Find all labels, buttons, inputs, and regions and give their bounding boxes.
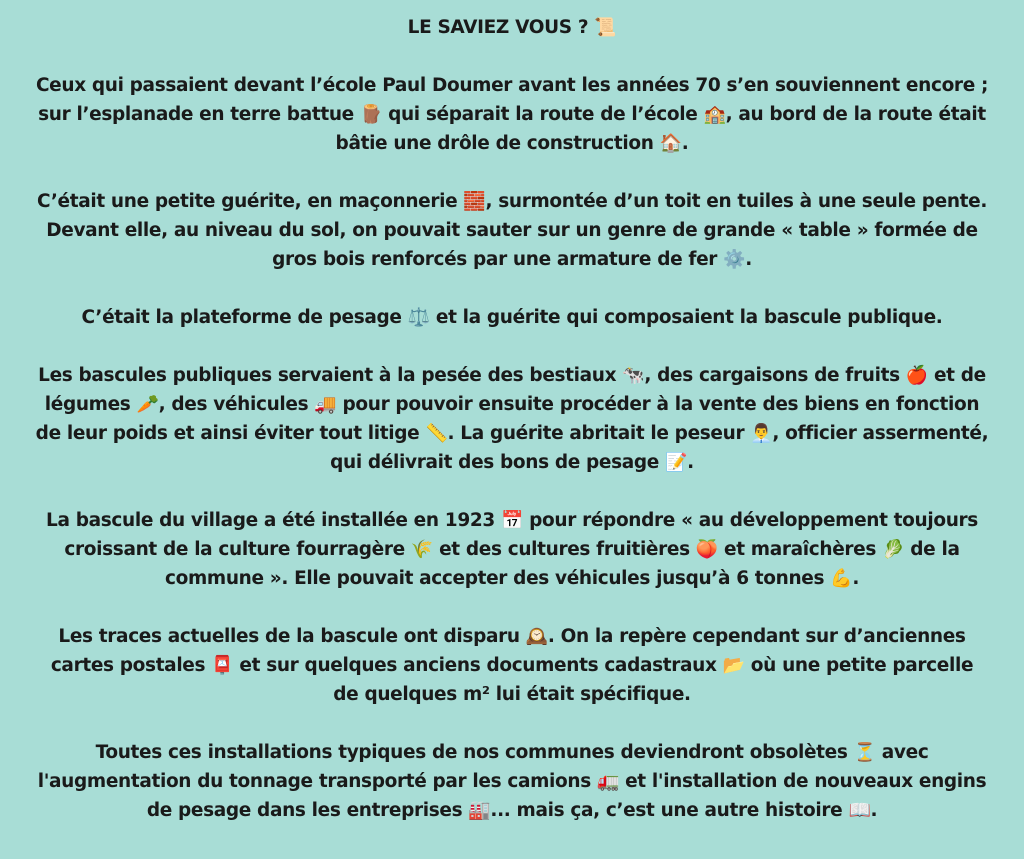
text-segment: , surmontée d’un toit en tuiles à une seule pente. [485,191,988,212]
text-line [26,506,998,535]
text-segment: , au bord de la route était [725,104,986,125]
wheat-icon: 🌾 [410,539,433,560]
text-line [26,448,998,477]
ruler-icon: 📏 [425,423,448,444]
text-segment: C’était la plateforme de pesage [81,307,408,328]
cow-icon: 🐄 [622,365,645,386]
paragraph-7 [26,738,998,825]
text-line [26,796,998,825]
text-segment: croissant de la culture fourragère [64,539,411,560]
text-segment: Ceux qui passaient devant l’école Paul Doumer avant les années 70 s’en souviennent encore ; [35,75,989,96]
text-segment: pour répondre « au développement toujours [523,510,978,531]
text-line [26,100,998,129]
calendar-icon: 📅 [500,510,524,531]
text-line [26,535,998,564]
text-segment: Devant elle, au niveau du sol, on pouvait sauter sur un genre de grande « table » formée de [46,220,978,241]
text-segment: de pesage dans les entreprises [146,800,469,821]
clock-icon: 🕰️ [525,626,548,647]
text-segment: . [745,249,752,270]
text-segment: . [687,452,694,473]
text-segment: Toutes ces installations typiques de nos communes deviendront obsolètes [95,742,854,763]
text-segment: de quelques m² lui était spécifique. [333,684,691,705]
text-line [26,419,998,448]
text-segment: , des véhicules [158,394,315,415]
apple-icon: 🍎 [905,365,928,386]
paragraph-4 [26,361,998,477]
text-segment: et la guérite qui composaient la bascule publique. [429,307,943,328]
text-line [26,390,998,419]
text-segment: pour pouvoir ensuite procéder à la vente des biens en fonction [336,394,980,415]
text-segment: légumes [44,394,137,415]
text-line [26,245,998,274]
text-segment: avec [875,742,929,763]
page-title [26,13,998,42]
memo-icon: 📝 [665,452,688,473]
paragraph-6 [26,622,998,709]
text-segment: de la [904,539,960,560]
text-segment: qui délivrait des bons de pesage [330,452,666,473]
scale-icon: ⚖️ [407,307,430,328]
hourglass-icon: ⏳ [853,742,876,763]
text-line [26,216,998,245]
text-segment: La bascule du village a été installée en 1923 [46,510,501,531]
flexed-biceps-icon: 💪 [830,568,853,589]
text-line [26,361,998,390]
text-segment: . [870,800,878,821]
carrot-icon: 🥕 [136,394,159,415]
text-segment: . On la repère cependant sur d’anciennes [547,626,966,647]
text-segment: cartes postales [50,655,212,676]
delivery-truck-icon: 🚚 [314,394,337,415]
text-segment: . [852,568,860,589]
text-segment: C’était une petite guérite, en maçonnerie [36,191,464,212]
text-line [26,129,998,158]
text-segment: , officier assermenté, [772,423,989,444]
folder-icon: 📂 [722,655,745,676]
text-line [26,622,998,651]
text-segment: . [681,133,689,154]
text-segment: et sur quelques anciens documents cadastraux [233,655,723,676]
text-segment: . La guérite abritait le peseur [447,423,751,444]
text-segment: l'augmentation du tonnage transporté par les camions [37,771,597,792]
gear-icon: ⚙️ [723,249,746,270]
text-segment: sur l’esplanade en terre battue [38,104,360,125]
title-text: LE SAVIEZ VOUS ? [407,17,589,38]
paragraph-2 [26,187,998,274]
text-segment: Les bascules publiques servaient à la pesée des bestiaux [38,365,623,386]
paragraph-3 [26,303,998,332]
article-body [26,71,998,825]
text-segment: ... mais ça, c’est une autre histoire [490,800,849,821]
text-segment: commune ». Elle pouvait accepter des véhicules jusqu’à 6 tonnes [164,568,831,589]
lorry-icon: 🚛 [596,771,620,792]
text-segment: et l'installation de nouveaux engins [619,771,987,792]
wood-log-icon: 🪵 [359,104,382,125]
text-line [26,187,998,216]
postbox-icon: 📮 [211,655,234,676]
scroll-icon: 📜 [594,17,617,38]
text-line [26,303,998,332]
text-segment: bâtie une drôle de construction [335,133,660,154]
text-segment: , des cargaisons de fruits [644,365,906,386]
brick-icon: 🧱 [463,191,486,212]
text-segment: où une petite parcelle [744,655,974,676]
officer-icon: 👨‍💼 [750,423,773,444]
peach-icon: 🍑 [695,539,718,560]
text-segment: Les traces actuelles de la bascule ont disparu [58,626,526,647]
factory-icon: 🏭 [468,800,491,821]
text-line [26,564,998,593]
text-line [26,651,998,680]
paragraph-5 [26,506,998,593]
school-icon: 🏫 [703,104,726,125]
lettuce-icon: 🥬 [882,539,905,560]
text-segment: de leur poids et ainsi éviter tout litige [35,423,426,444]
text-line [26,680,998,709]
text-line [26,738,998,767]
text-segment: et de [927,365,986,386]
text-line [26,71,998,100]
text-segment: gros bois renforcés par une armature de fer [272,249,724,270]
book-icon: 📖 [848,800,871,821]
text-line [26,767,998,796]
house-icon: 🏠 [659,133,682,154]
text-segment: et des cultures fruitières [432,539,696,560]
paragraph-1 [26,71,998,158]
text-segment: et maraîchères [717,539,883,560]
text-segment: qui séparait la route de l’école [382,104,704,125]
